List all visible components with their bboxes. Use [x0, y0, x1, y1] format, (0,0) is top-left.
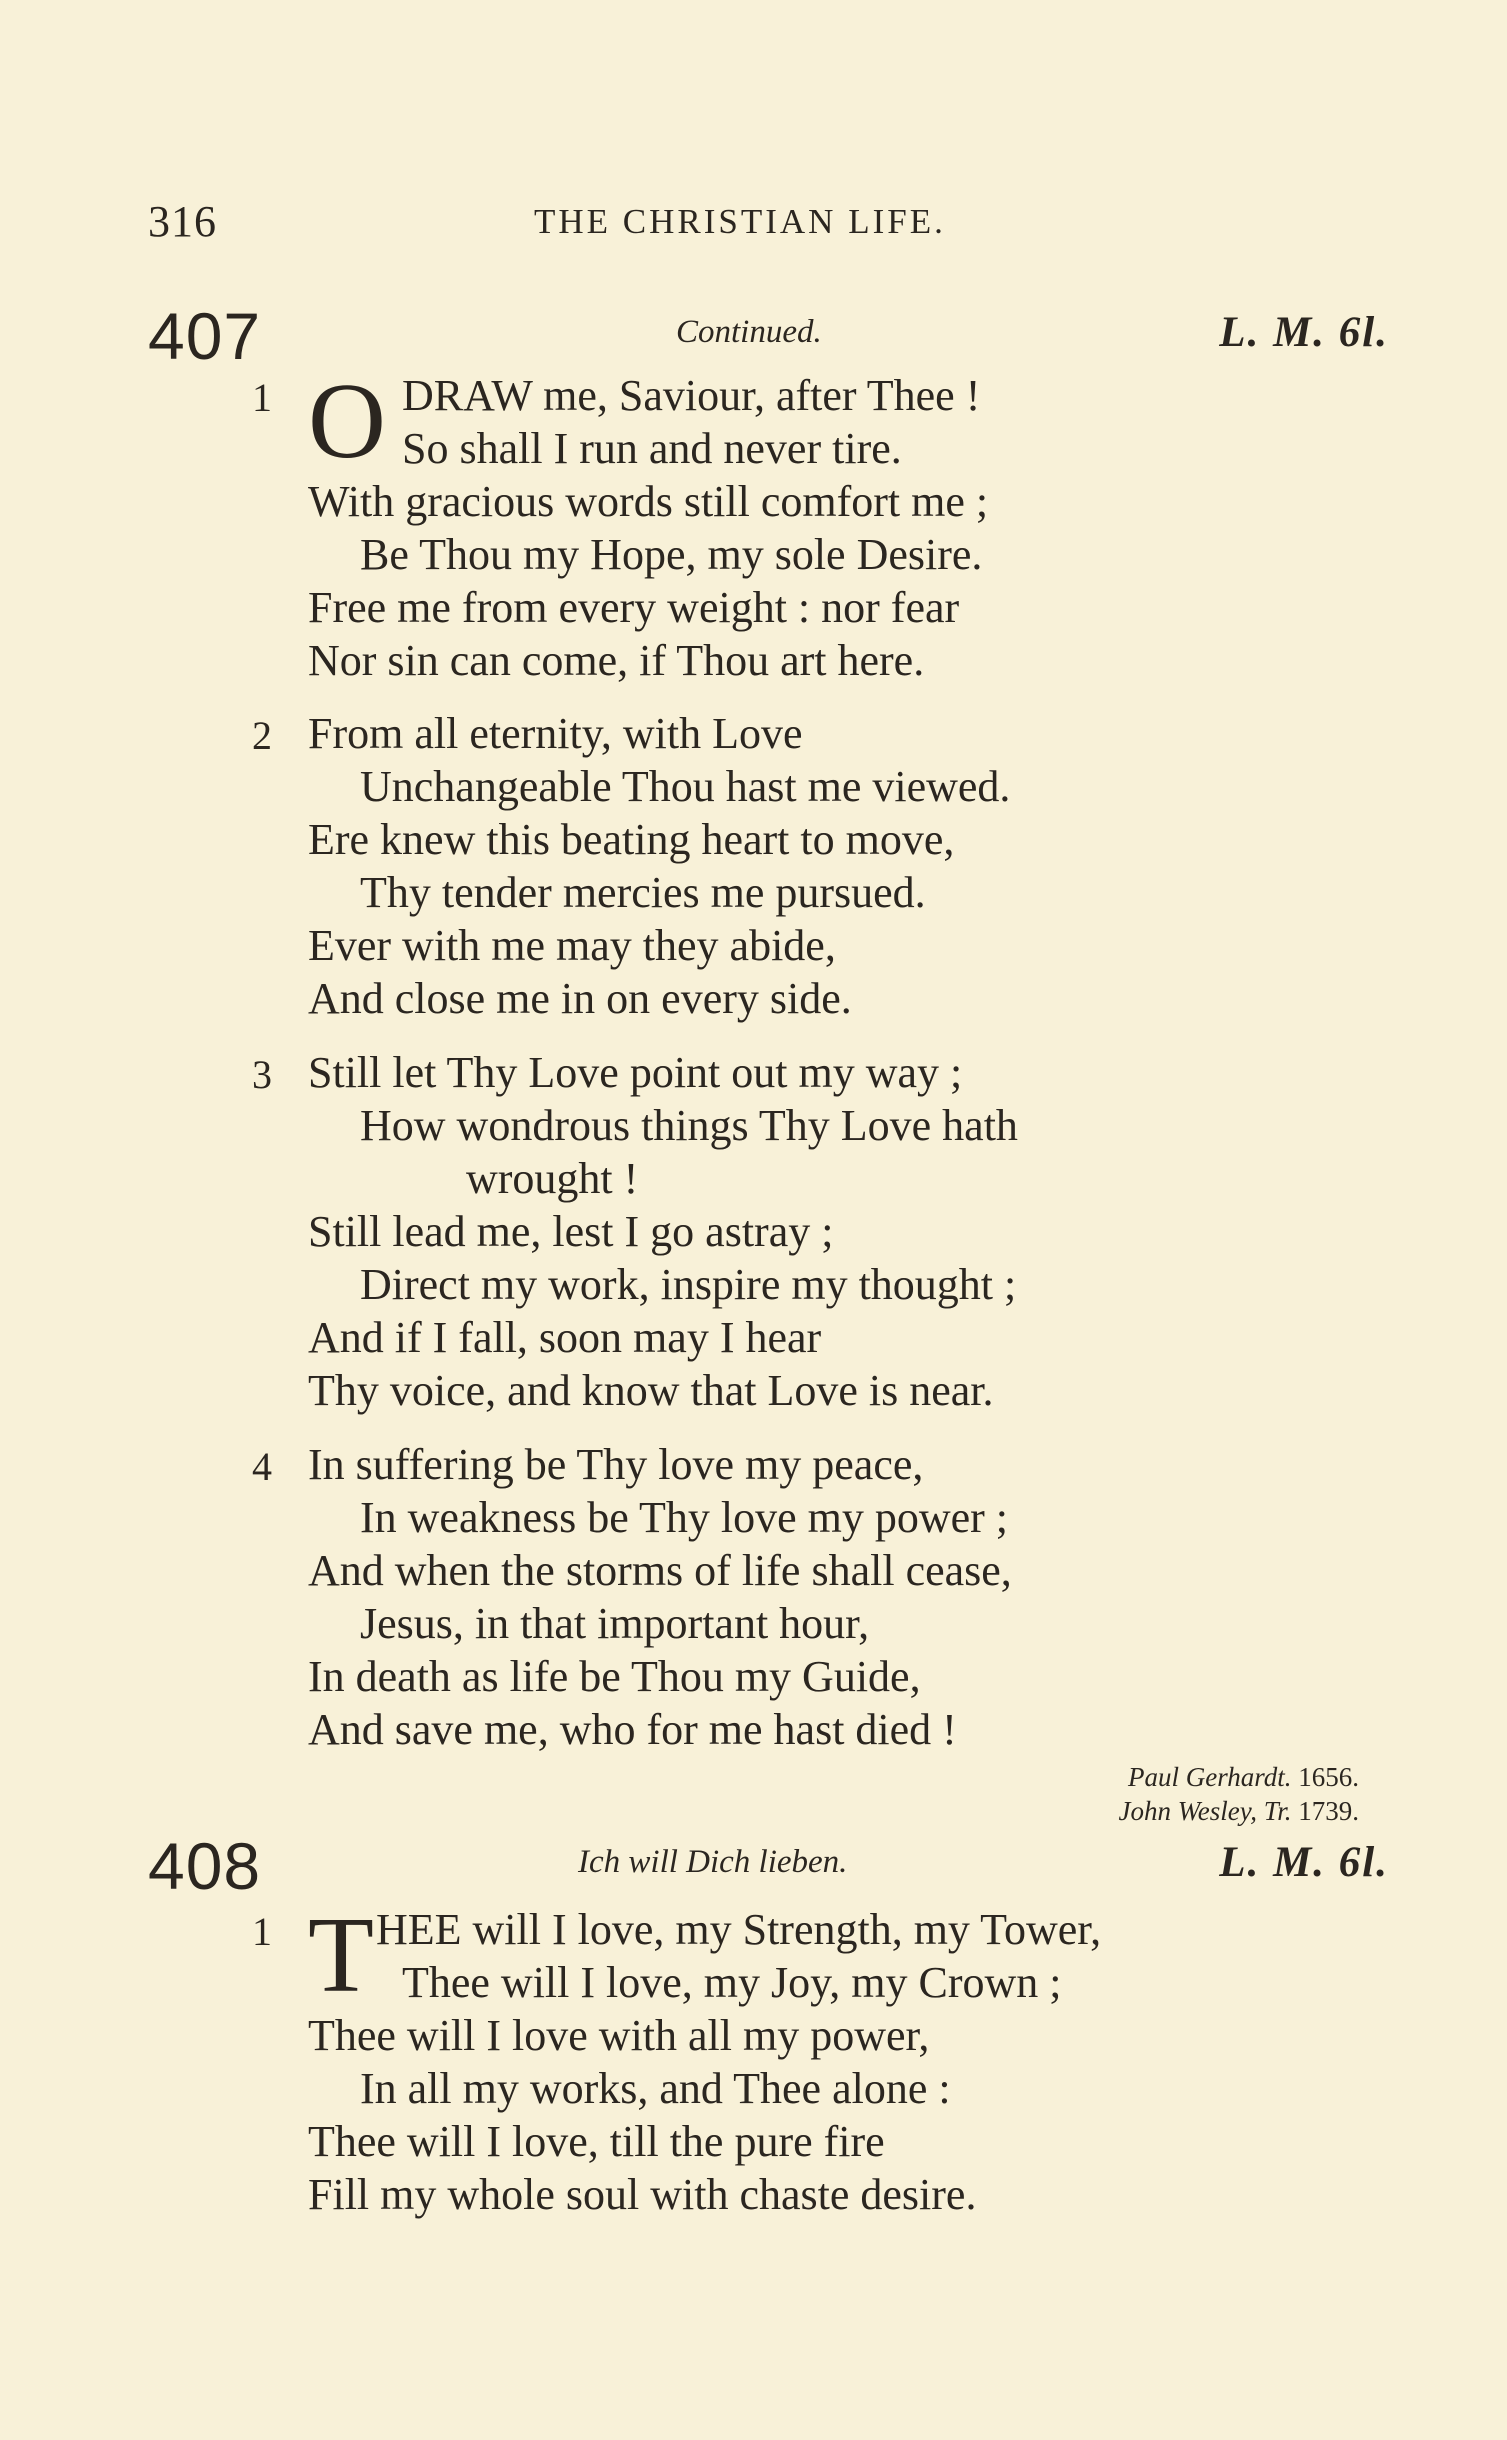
running-head: [0, 196, 1507, 256]
verse-line: Thy voice, and know that Love is near.: [308, 1366, 994, 1415]
drop-cap: O: [308, 362, 386, 481]
hymn-meter: L. M. 6l.: [1219, 309, 1389, 356]
attribution-year: 1656.: [1298, 1762, 1359, 1792]
verse-line: Thy tender mercies me pursued.: [360, 868, 926, 917]
stanza-number: 2: [252, 713, 272, 758]
attribution-line: [1118, 1796, 1359, 1827]
stanza-number: 3: [252, 1052, 272, 1097]
verse-line: Jesus, in that important hour,: [360, 1599, 870, 1648]
verse-line: HEE will I love, my Strength, my Tower,: [376, 1905, 1102, 1954]
verse-line: From all eternity, with Love: [308, 709, 803, 758]
verse-line: With gracious words still comfort me ;: [308, 477, 989, 526]
verse-line: Thee will I love with all my power,: [308, 2011, 930, 2060]
verse-line: And if I fall, soon may I hear: [308, 1313, 822, 1362]
verse-line: In weakness be Thy love my power ;: [360, 1493, 1009, 1542]
verse-line: Be Thou my Hope, my sole Desire.: [360, 530, 983, 579]
verse-line: And save me, who for me hast died !: [308, 1705, 957, 1754]
verse-line: DRAW me, Saviour, after Thee !: [402, 371, 981, 420]
hymn-subtitle: Continued.: [676, 314, 822, 350]
verse-line: Thee will I love, my Joy, my Crown ;: [402, 1958, 1062, 2007]
hymn-subtitle: Ich will Dich lieben.: [578, 1844, 848, 1880]
verse-line: Fill my whole soul with chaste desire.: [308, 2170, 977, 2219]
running-title: THE CHRISTIAN LIFE.: [534, 202, 946, 241]
verse-line: So shall I run and never tire.: [402, 424, 902, 473]
verse-line: Still lead me, lest I go astray ;: [308, 1207, 834, 1256]
hymn-408-header: [0, 1828, 1507, 1908]
verse-line: Ever with me may they abide,: [308, 921, 836, 970]
hymn-number: 407: [148, 299, 262, 373]
verse-line: Thee will I love, till the pure fire: [308, 2117, 885, 2166]
verse-line: Free me from every weight : nor fear: [308, 583, 960, 632]
verse-line: Unchangeable Thou hast me viewed.: [360, 762, 1011, 811]
page-number: 316: [148, 197, 217, 246]
attribution-line: [1128, 1762, 1359, 1793]
drop-cap: T: [308, 1896, 374, 2015]
attribution-author: Paul Gerhardt.: [1127, 1762, 1292, 1792]
verse-line: Nor sin can come, if Thou art here.: [308, 636, 925, 685]
verse-line: wrought !: [466, 1154, 639, 1203]
verse-line: Still let Thy Love point out my way ;: [308, 1048, 963, 1097]
attribution-year: 1739.: [1298, 1796, 1359, 1826]
verse-line: How wondrous things Thy Love hath: [360, 1101, 1018, 1150]
verse-line: In all my works, and Thee alone :: [360, 2064, 951, 2113]
hymn-number: 408: [148, 1829, 262, 1903]
stanza-number: 4: [252, 1444, 272, 1489]
verse-line: And when the storms of life shall cease,: [308, 1546, 1012, 1595]
stanza-number: 1: [252, 1909, 272, 1954]
verse-line: In suffering be Thy love my peace,: [308, 1440, 924, 1489]
verse-line: And close me in on every side.: [308, 974, 852, 1023]
hymn-407-header: [0, 298, 1507, 378]
verse-line: Ere knew this beating heart to move,: [308, 815, 955, 864]
attribution-author: John Wesley, Tr.: [1118, 1796, 1292, 1826]
hymn-meter: L. M. 6l.: [1219, 1839, 1389, 1886]
verse-line: Direct my work, inspire my thought ;: [360, 1260, 1017, 1309]
stanza-number: 1: [252, 375, 272, 420]
verse-line: In death as life be Thou my Guide,: [308, 1652, 921, 1701]
